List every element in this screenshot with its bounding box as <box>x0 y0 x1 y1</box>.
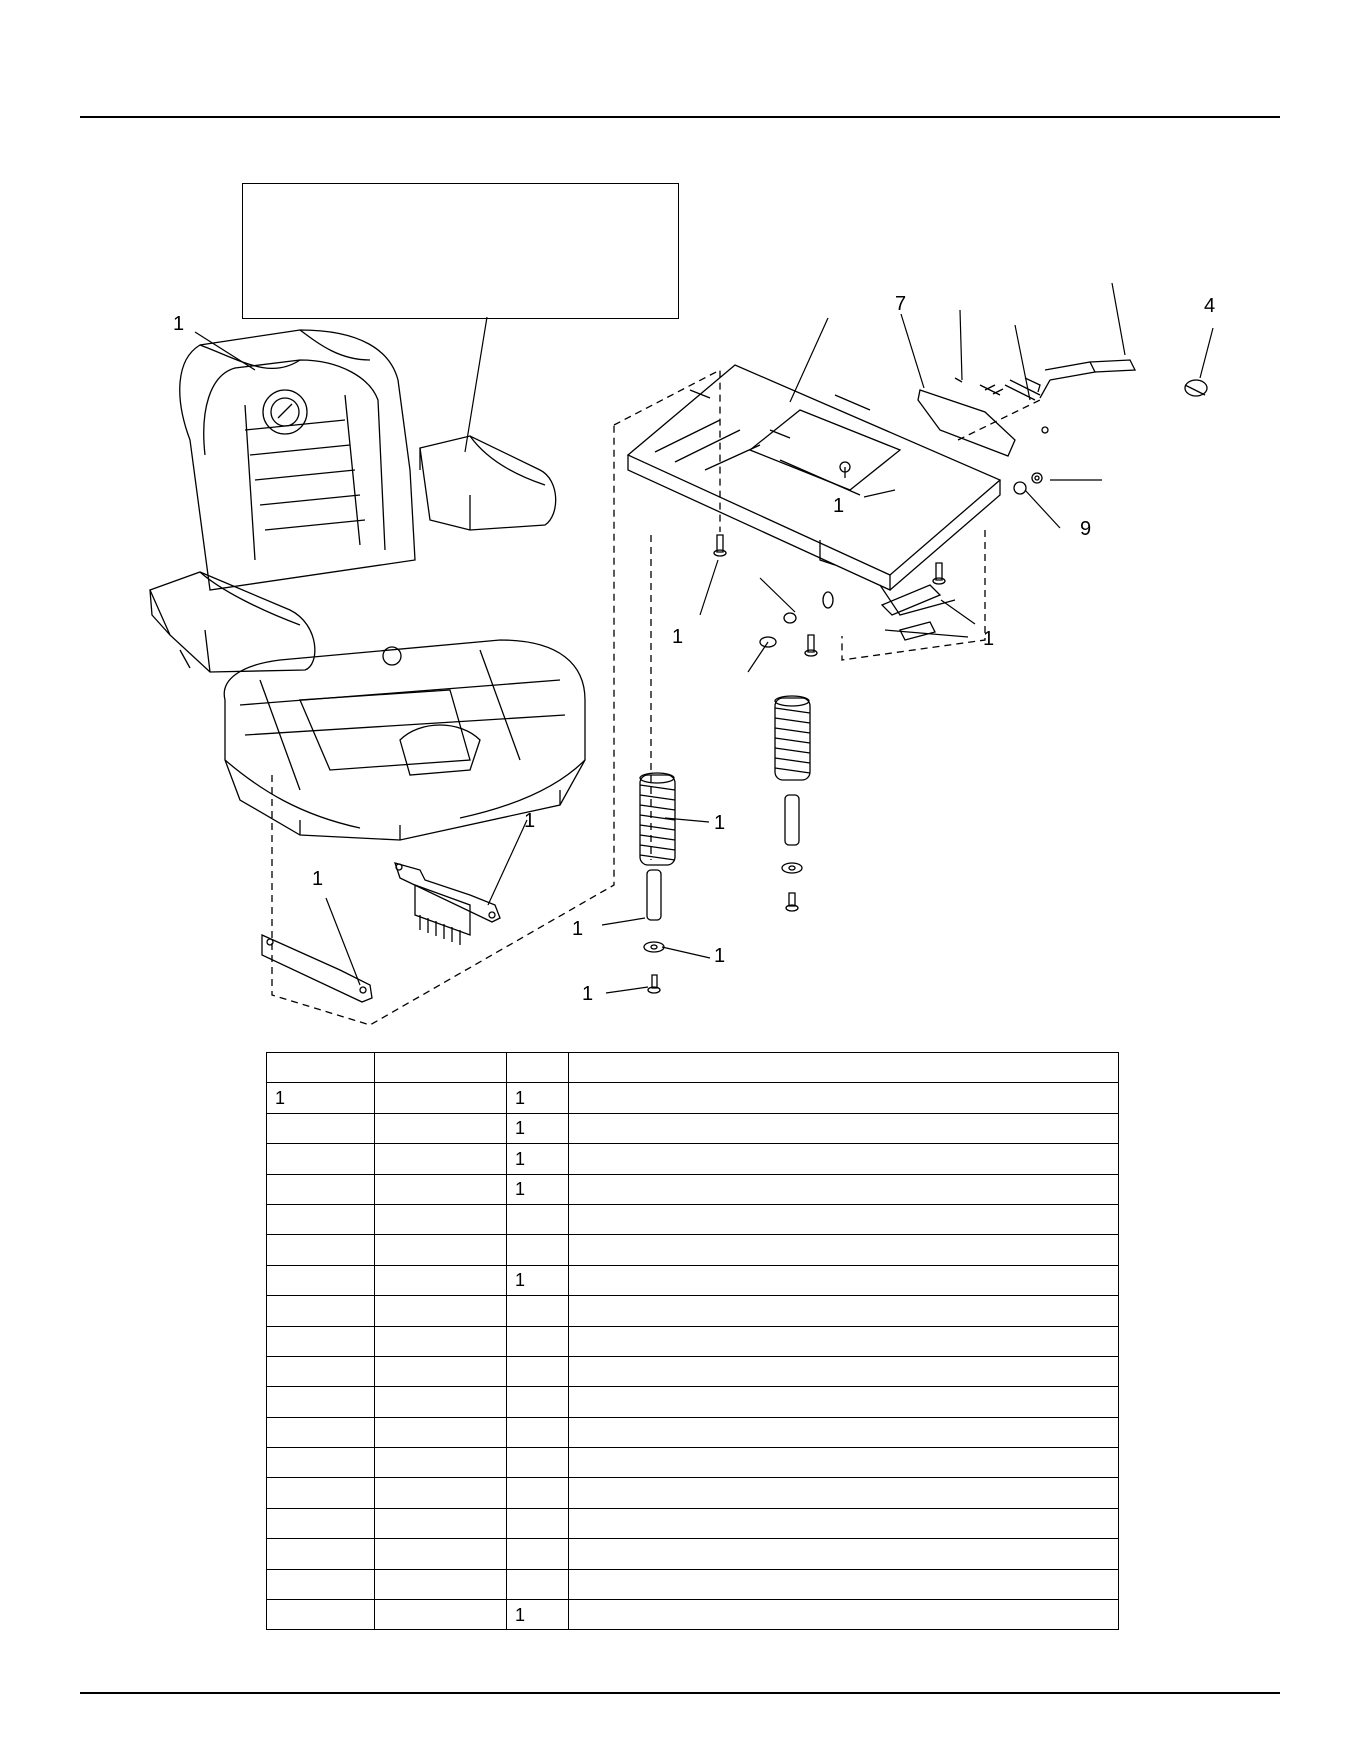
suspension-plate <box>628 365 1000 608</box>
table-row <box>267 1204 1119 1234</box>
cell-part <box>375 1600 507 1630</box>
table-row <box>267 1478 1119 1508</box>
table-row <box>267 1296 1119 1326</box>
cell-qty <box>507 1478 569 1508</box>
cell-qty <box>507 1508 569 1538</box>
cell-part <box>375 1478 507 1508</box>
cell-ref: 1 <box>267 1083 375 1113</box>
bolt-left <box>648 975 660 993</box>
seat-bracket-right <box>395 863 500 945</box>
cell-ref <box>267 1508 375 1538</box>
cell-qty <box>507 1296 569 1326</box>
cell-desc <box>569 1508 1119 1538</box>
cell-desc <box>569 1174 1119 1204</box>
table-row <box>267 1144 1119 1174</box>
table-row <box>267 1356 1119 1386</box>
cell-part <box>375 1113 507 1143</box>
table-row <box>267 1113 1119 1143</box>
cell-qty <box>507 1235 569 1265</box>
cell-ref <box>267 1326 375 1356</box>
cell-qty <box>507 1326 569 1356</box>
cell-qty <box>507 1569 569 1599</box>
cell-part <box>375 1296 507 1326</box>
callout-sleeve-left: 1 <box>572 918 584 940</box>
cell-qty <box>507 1387 569 1417</box>
table-row <box>267 1448 1119 1478</box>
cell-part <box>375 1174 507 1204</box>
cell-qty: 1 <box>507 1113 569 1143</box>
table-row <box>267 1387 1119 1417</box>
cell-ref <box>267 1478 375 1508</box>
callout-seat: 1 <box>173 313 185 335</box>
washer-right <box>782 863 802 873</box>
cell-part <box>375 1083 507 1113</box>
table-row <box>267 1174 1119 1204</box>
cell-desc <box>569 1600 1119 1630</box>
table-row <box>267 1083 1119 1113</box>
cell-part <box>375 1204 507 1234</box>
cell-part <box>375 1417 507 1447</box>
callout-bracket-left: 1 <box>312 868 324 890</box>
sleeve-right <box>785 795 799 845</box>
callout-nut-right: 9 <box>1080 518 1092 540</box>
cell-desc <box>569 1478 1119 1508</box>
cell-desc <box>569 1235 1119 1265</box>
cell-ref <box>267 1448 375 1478</box>
seat-illustration <box>150 330 585 840</box>
cell-qty: 1 <box>507 1265 569 1295</box>
cell-ref <box>267 1204 375 1234</box>
cell-part <box>375 1356 507 1386</box>
table-row <box>267 1600 1119 1630</box>
cell-part <box>375 1265 507 1295</box>
table-row <box>267 1326 1119 1356</box>
cell-ref <box>267 1356 375 1386</box>
cell-desc <box>569 1265 1119 1295</box>
cell-desc <box>569 1448 1119 1478</box>
cell-ref <box>267 1265 375 1295</box>
header-ref <box>267 1053 375 1083</box>
table-row <box>267 1508 1119 1538</box>
callout-pin-right: 1 <box>983 628 995 650</box>
cell-desc <box>569 1204 1119 1234</box>
cell-part <box>375 1235 507 1265</box>
cell-qty <box>507 1204 569 1234</box>
cell-desc <box>569 1539 1119 1569</box>
table-row <box>267 1569 1119 1599</box>
callout-plate-bolt-left: 1 <box>672 626 684 648</box>
footer-rule <box>80 1692 1280 1694</box>
bolt-right <box>786 893 798 911</box>
callout-plate-bolt-center: 1 <box>833 495 845 517</box>
cell-ref <box>267 1235 375 1265</box>
cell-qty <box>507 1539 569 1569</box>
cell-desc <box>569 1326 1119 1356</box>
seat-bracket-left <box>262 935 372 1002</box>
cell-ref <box>267 1174 375 1204</box>
header-part <box>375 1053 507 1083</box>
latch-assembly <box>918 360 1207 494</box>
cell-qty <box>507 1448 569 1478</box>
cell-desc <box>569 1113 1119 1143</box>
cell-ref <box>267 1387 375 1417</box>
table-row <box>267 1235 1119 1265</box>
cell-qty: 1 <box>507 1144 569 1174</box>
cell-ref <box>267 1296 375 1326</box>
cell-desc <box>569 1569 1119 1599</box>
spring-right <box>775 696 810 780</box>
callout-spring-tab: 7 <box>895 293 907 315</box>
cell-ref <box>267 1569 375 1599</box>
callout-bracket-right: 1 <box>524 810 536 832</box>
cell-part <box>375 1326 507 1356</box>
table-row <box>267 1265 1119 1295</box>
header-qty <box>507 1053 569 1083</box>
callout-washer-left: 1 <box>714 945 726 967</box>
leader-lines <box>195 283 1216 993</box>
cell-desc <box>569 1083 1119 1113</box>
cell-part <box>375 1448 507 1478</box>
cell-part <box>375 1539 507 1569</box>
cell-part <box>375 1144 507 1174</box>
table-row <box>267 1417 1119 1447</box>
cell-qty <box>507 1356 569 1386</box>
callout-bolt-bottom: 1 <box>582 983 594 1005</box>
sleeve-left <box>647 870 661 920</box>
washer-left <box>644 942 664 952</box>
callout-handle-clip: 4 <box>1204 295 1216 317</box>
parts-list-table <box>266 1052 1119 1630</box>
header-desc <box>569 1053 1119 1083</box>
plate-bolts <box>714 535 955 656</box>
cell-desc <box>569 1356 1119 1386</box>
cell-ref <box>267 1144 375 1174</box>
table-header-row <box>267 1053 1119 1083</box>
cell-part <box>375 1569 507 1599</box>
cell-desc <box>569 1417 1119 1447</box>
cell-qty <box>507 1417 569 1447</box>
cell-ref <box>267 1417 375 1447</box>
cell-desc <box>569 1387 1119 1417</box>
cell-ref <box>267 1539 375 1569</box>
cell-part <box>375 1508 507 1538</box>
cell-desc <box>569 1296 1119 1326</box>
cell-qty: 1 <box>507 1600 569 1630</box>
cell-qty: 1 <box>507 1083 569 1113</box>
cell-qty: 1 <box>507 1174 569 1204</box>
cell-part <box>375 1387 507 1417</box>
cell-ref <box>267 1600 375 1630</box>
cell-ref <box>267 1113 375 1143</box>
callout-spring-left: 1 <box>714 812 726 834</box>
cell-desc <box>569 1144 1119 1174</box>
table-row <box>267 1539 1119 1569</box>
